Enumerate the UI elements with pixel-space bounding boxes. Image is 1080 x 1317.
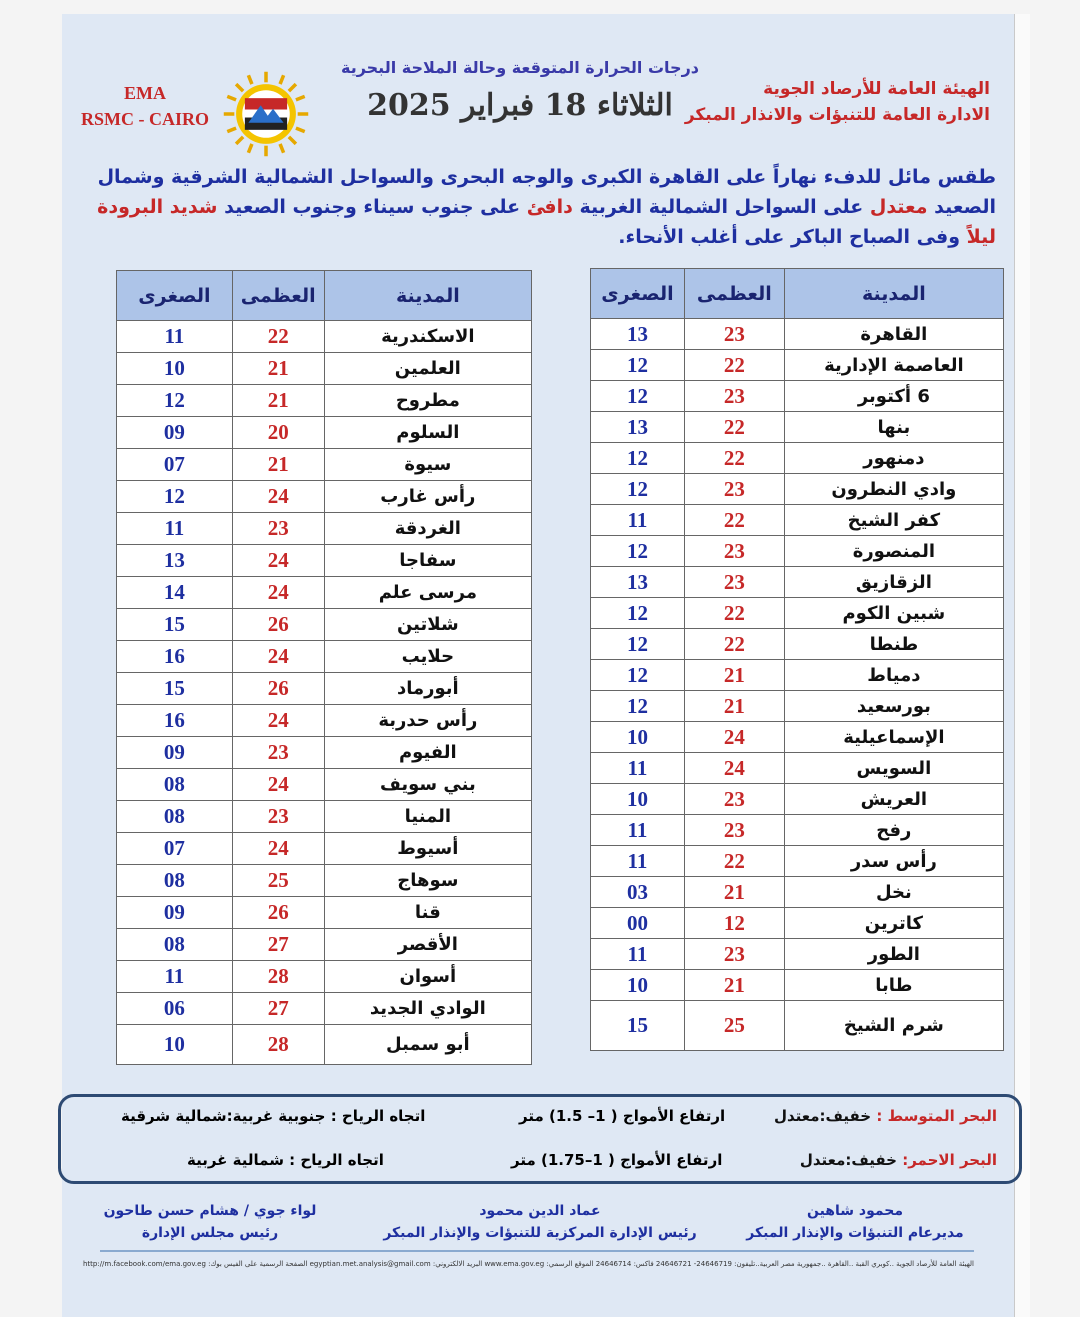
city-cell: 6 أكتوبر — [784, 381, 1003, 412]
table-row — [591, 970, 1004, 1001]
max-temp-cell: 26 — [232, 897, 324, 929]
table-row — [117, 673, 532, 705]
min-temp-cell: 13 — [591, 319, 685, 350]
table-row — [591, 381, 1004, 412]
city-cell: رأس سدر — [784, 846, 1003, 877]
city-cell: الفيوم — [324, 737, 531, 769]
max-temp-cell: 24 — [684, 722, 784, 753]
table-row — [591, 908, 1004, 939]
table-row — [591, 753, 1004, 784]
table-row — [117, 481, 532, 513]
table-row — [117, 769, 532, 801]
table-row — [591, 350, 1004, 381]
table-row — [117, 577, 532, 609]
table-row — [591, 722, 1004, 753]
max-temp-cell: 21 — [684, 691, 784, 722]
max-temp-cell: 23 — [232, 737, 324, 769]
min-temp-cell: 08 — [117, 801, 233, 833]
city-cell: شرم الشيخ — [784, 1001, 1003, 1051]
city-cell: الاسكندرية — [324, 321, 531, 353]
signature-chairman: لواء جوي / هشام حسن طاحون رئيس مجلس الإدارة — [103, 1203, 317, 1241]
header-max: العظمى — [684, 269, 784, 319]
city-cell: كفر الشيخ — [784, 505, 1003, 536]
table-row — [591, 474, 1004, 505]
min-temp-cell: 11 — [591, 939, 685, 970]
city-cell: القاهرة — [784, 319, 1003, 350]
table-row — [117, 417, 532, 449]
red-sea-state: البحر الاحمر: خفيف:معتدل — [799, 1151, 997, 1169]
min-temp-cell: 09 — [117, 417, 233, 449]
min-temp-cell: 08 — [117, 865, 233, 897]
city-cell: وادي النطرون — [784, 474, 1003, 505]
city-cell: قنا — [324, 897, 531, 929]
min-temp-cell: 10 — [591, 722, 685, 753]
table-row — [591, 505, 1004, 536]
min-temp-cell: 14 — [117, 577, 233, 609]
min-temp-cell: 16 — [117, 705, 233, 737]
city-cell: الطور — [784, 939, 1003, 970]
min-temp-cell: 08 — [117, 769, 233, 801]
city-cell: دمنهور — [784, 443, 1003, 474]
min-temp-cell: 15 — [117, 609, 233, 641]
table-row — [117, 641, 532, 673]
temperature-table-right — [590, 268, 1004, 1051]
header-max: العظمى — [232, 271, 324, 321]
table-row — [591, 939, 1004, 970]
city-cell: طابا — [784, 970, 1003, 1001]
max-temp-cell: 28 — [232, 1025, 324, 1065]
max-temp-cell: 20 — [232, 417, 324, 449]
min-temp-cell: 12 — [591, 629, 685, 660]
city-cell: سوهاج — [324, 865, 531, 897]
city-cell: بنها — [784, 412, 1003, 443]
max-temp-cell: 23 — [684, 567, 784, 598]
max-temp-cell: 21 — [232, 449, 324, 481]
max-temp-cell: 21 — [232, 385, 324, 417]
table-row — [117, 993, 532, 1025]
max-temp-cell: 22 — [684, 350, 784, 381]
max-temp-cell: 24 — [232, 641, 324, 673]
max-temp-cell: 22 — [684, 629, 784, 660]
table-row — [591, 567, 1004, 598]
header-city: المدينة — [784, 269, 1003, 319]
city-cell: سيوة — [324, 449, 531, 481]
table-row — [117, 801, 532, 833]
min-temp-cell: 15 — [591, 1001, 685, 1051]
min-temp-cell: 12 — [117, 385, 233, 417]
min-temp-cell: 12 — [591, 691, 685, 722]
table-row — [117, 737, 532, 769]
red-sea-waves: ارتفاع الأمواج ( 1–1.75) متر — [511, 1151, 723, 1169]
max-temp-cell: 22 — [232, 321, 324, 353]
table-row — [591, 1001, 1004, 1051]
min-temp-cell: 12 — [591, 660, 685, 691]
max-temp-cell: 24 — [232, 545, 324, 577]
min-temp-cell: 12 — [117, 481, 233, 513]
city-cell: طنطا — [784, 629, 1003, 660]
table-row — [591, 319, 1004, 350]
table-row — [117, 897, 532, 929]
table-row — [591, 846, 1004, 877]
table-row — [591, 629, 1004, 660]
city-cell: الإسماعيلية — [784, 722, 1003, 753]
footer-divider — [100, 1250, 974, 1252]
header-city: المدينة — [324, 271, 531, 321]
min-temp-cell: 11 — [591, 846, 685, 877]
table-row — [117, 1025, 532, 1065]
min-temp-cell: 10 — [591, 784, 685, 815]
max-temp-cell: 24 — [232, 769, 324, 801]
min-temp-cell: 10 — [591, 970, 685, 1001]
max-temp-cell: 24 — [232, 705, 324, 737]
temperature-table-left — [116, 270, 532, 1065]
max-temp-cell: 21 — [684, 660, 784, 691]
table-header-row — [117, 271, 532, 321]
city-cell: العلمين — [324, 353, 531, 385]
weather-summary: طقس مائل للدفء نهاراً على القاهرة الكبرى والوجه البحرى والسواحل الشمالية الشرقية وشمال الصعيد معتدل على السواحل الشمالية الغربية دافئ على جنوب سيناء وجنوب الصعيد شديد البرودة ليلاً وفى الصباح الباكر على أغلب الأنحاء. — [97, 166, 996, 248]
city-cell: الوادي الجديد — [324, 993, 531, 1025]
footer-contact: الهيئة العامة للأرصاد الجوية ..كوبري القبة ..القاهرة ..جمهورية مصر العربية..تليفون: 24646719- 24646721 فاكس: 24646714 الموقع الرسمي: www.ema.gov.eg البريد الالكتروني: egyptian.met.analysis@gmail.com الصفحة الرسمية على الفيس بوك: http://m.facebook.com/ema.gov.eg — [82, 1260, 974, 1268]
min-temp-cell: 11 — [591, 753, 685, 784]
max-temp-cell: 23 — [684, 536, 784, 567]
table-row — [117, 385, 532, 417]
table-row — [117, 929, 532, 961]
city-cell: أبو سمبل — [324, 1025, 531, 1065]
min-temp-cell: 12 — [591, 350, 685, 381]
min-temp-cell: 13 — [591, 412, 685, 443]
city-cell: سفاجا — [324, 545, 531, 577]
max-temp-cell: 12 — [684, 908, 784, 939]
table-row — [591, 660, 1004, 691]
max-temp-cell: 24 — [232, 481, 324, 513]
city-cell: رأس غارب — [324, 481, 531, 513]
min-temp-cell: 03 — [591, 877, 685, 908]
table-row — [117, 545, 532, 577]
min-temp-cell: 13 — [117, 545, 233, 577]
city-cell: نخل — [784, 877, 1003, 908]
table-row — [117, 609, 532, 641]
max-temp-cell: 24 — [232, 577, 324, 609]
city-cell: العاصمة الإدارية — [784, 350, 1003, 381]
min-temp-cell: 11 — [117, 321, 233, 353]
header-min: الصغرى — [117, 271, 233, 321]
min-temp-cell: 11 — [117, 513, 233, 545]
city-cell: أسوان — [324, 961, 531, 993]
min-temp-cell: 10 — [117, 353, 233, 385]
city-cell: المنيا — [324, 801, 531, 833]
min-temp-cell: 07 — [117, 449, 233, 481]
med-sea-waves: ارتفاع الأمواج ( 1– 1.5) متر — [519, 1107, 726, 1125]
max-temp-cell: 26 — [232, 609, 324, 641]
min-temp-cell: 16 — [117, 641, 233, 673]
city-cell: أسيوط — [324, 833, 531, 865]
max-temp-cell: 27 — [232, 929, 324, 961]
city-cell: بني سويف — [324, 769, 531, 801]
city-cell: الزقازيق — [784, 567, 1003, 598]
table-row — [117, 353, 532, 385]
max-temp-cell: 23 — [684, 381, 784, 412]
max-temp-cell: 21 — [232, 353, 324, 385]
table-row — [591, 412, 1004, 443]
ema-label: EMA RSMC - CAIRO — [81, 83, 209, 129]
city-cell: السويس — [784, 753, 1003, 784]
min-temp-cell: 00 — [591, 908, 685, 939]
min-temp-cell: 07 — [117, 833, 233, 865]
min-temp-cell: 12 — [591, 381, 685, 412]
max-temp-cell: 27 — [232, 993, 324, 1025]
min-temp-cell: 12 — [591, 536, 685, 567]
med-sea-state: البحر المتوسط : خفيف:معتدل — [773, 1107, 997, 1125]
table-row — [117, 449, 532, 481]
city-cell: رفح — [784, 815, 1003, 846]
min-temp-cell: 15 — [117, 673, 233, 705]
city-cell: شبين الكوم — [784, 598, 1003, 629]
max-temp-cell: 22 — [684, 846, 784, 877]
max-temp-cell: 23 — [684, 474, 784, 505]
min-temp-cell: 09 — [117, 897, 233, 929]
city-cell: المنصورة — [784, 536, 1003, 567]
city-cell: بورسعيد — [784, 691, 1003, 722]
max-temp-cell: 22 — [684, 412, 784, 443]
table-row — [591, 536, 1004, 567]
table-row — [117, 961, 532, 993]
max-temp-cell: 23 — [684, 815, 784, 846]
city-cell: دمياط — [784, 660, 1003, 691]
max-temp-cell: 22 — [684, 598, 784, 629]
table-row — [117, 865, 532, 897]
table-row — [117, 321, 532, 353]
max-temp-cell: 23 — [232, 513, 324, 545]
max-temp-cell: 22 — [684, 443, 784, 474]
signature-central-head: عماد الدين محمود رئيس الإدارة المركزية للتنبؤات والإنذار المبكر — [383, 1203, 697, 1241]
min-temp-cell: 09 — [117, 737, 233, 769]
min-temp-cell: 12 — [591, 598, 685, 629]
table-header-row — [591, 269, 1004, 319]
city-cell: السلوم — [324, 417, 531, 449]
max-temp-cell: 21 — [684, 877, 784, 908]
min-temp-cell: 08 — [117, 929, 233, 961]
max-temp-cell: 26 — [232, 673, 324, 705]
city-cell: شلاتين — [324, 609, 531, 641]
min-temp-cell: 10 — [117, 1025, 233, 1065]
table-row — [117, 513, 532, 545]
min-temp-cell: 13 — [591, 567, 685, 598]
signature-general-manager: محمود شاهين مديرعام التنبؤات والإنذار المبكر — [746, 1203, 964, 1241]
city-cell: حلايب — [324, 641, 531, 673]
min-temp-cell: 11 — [117, 961, 233, 993]
red-sea-wind: اتجاه الرياح : شمالية غربية — [187, 1151, 384, 1169]
table-row — [591, 598, 1004, 629]
max-temp-cell: 25 — [684, 1001, 784, 1051]
city-cell: العريش — [784, 784, 1003, 815]
city-cell: كاترين — [784, 908, 1003, 939]
max-temp-cell: 23 — [684, 939, 784, 970]
table-row — [591, 691, 1004, 722]
bulletin-date: الثلاثاء 18 فبراير 2025 — [367, 88, 673, 123]
header-min: الصغرى — [591, 269, 685, 319]
max-temp-cell: 23 — [684, 319, 784, 350]
min-temp-cell: 12 — [591, 474, 685, 505]
med-sea-wind: اتجاه الرياح : جنوبية غربية:شمالية شرقية — [121, 1107, 426, 1125]
max-temp-cell: 28 — [232, 961, 324, 993]
table-row — [117, 705, 532, 737]
city-cell: مطروح — [324, 385, 531, 417]
max-temp-cell: 25 — [232, 865, 324, 897]
table-row — [117, 833, 532, 865]
max-temp-cell: 23 — [684, 784, 784, 815]
city-cell: مرسى علم — [324, 577, 531, 609]
min-temp-cell: 11 — [591, 505, 685, 536]
bulletin-subtitle: درجات الحرارة المتوقعة وحالة الملاحة البحرية — [340, 58, 699, 77]
sea-status-box — [58, 1094, 1022, 1184]
max-temp-cell: 22 — [684, 505, 784, 536]
city-cell: الأقصر — [324, 929, 531, 961]
min-temp-cell: 11 — [591, 815, 685, 846]
table-row — [591, 815, 1004, 846]
max-temp-cell: 21 — [684, 970, 784, 1001]
city-cell: رأس حدربة — [324, 705, 531, 737]
table-row — [591, 877, 1004, 908]
ema-sun-logo-icon — [222, 70, 310, 158]
organization-name: الهيئة العامة للأرصاد الجوية الادارة العامة للتنبؤات والانذار المبكر — [684, 79, 990, 125]
max-temp-cell: 23 — [232, 801, 324, 833]
table-row — [591, 443, 1004, 474]
max-temp-cell: 24 — [232, 833, 324, 865]
city-cell: الغردقة — [324, 513, 531, 545]
min-temp-cell: 06 — [117, 993, 233, 1025]
min-temp-cell: 12 — [591, 443, 685, 474]
max-temp-cell: 24 — [684, 753, 784, 784]
city-cell: أبورماد — [324, 673, 531, 705]
table-row — [591, 784, 1004, 815]
